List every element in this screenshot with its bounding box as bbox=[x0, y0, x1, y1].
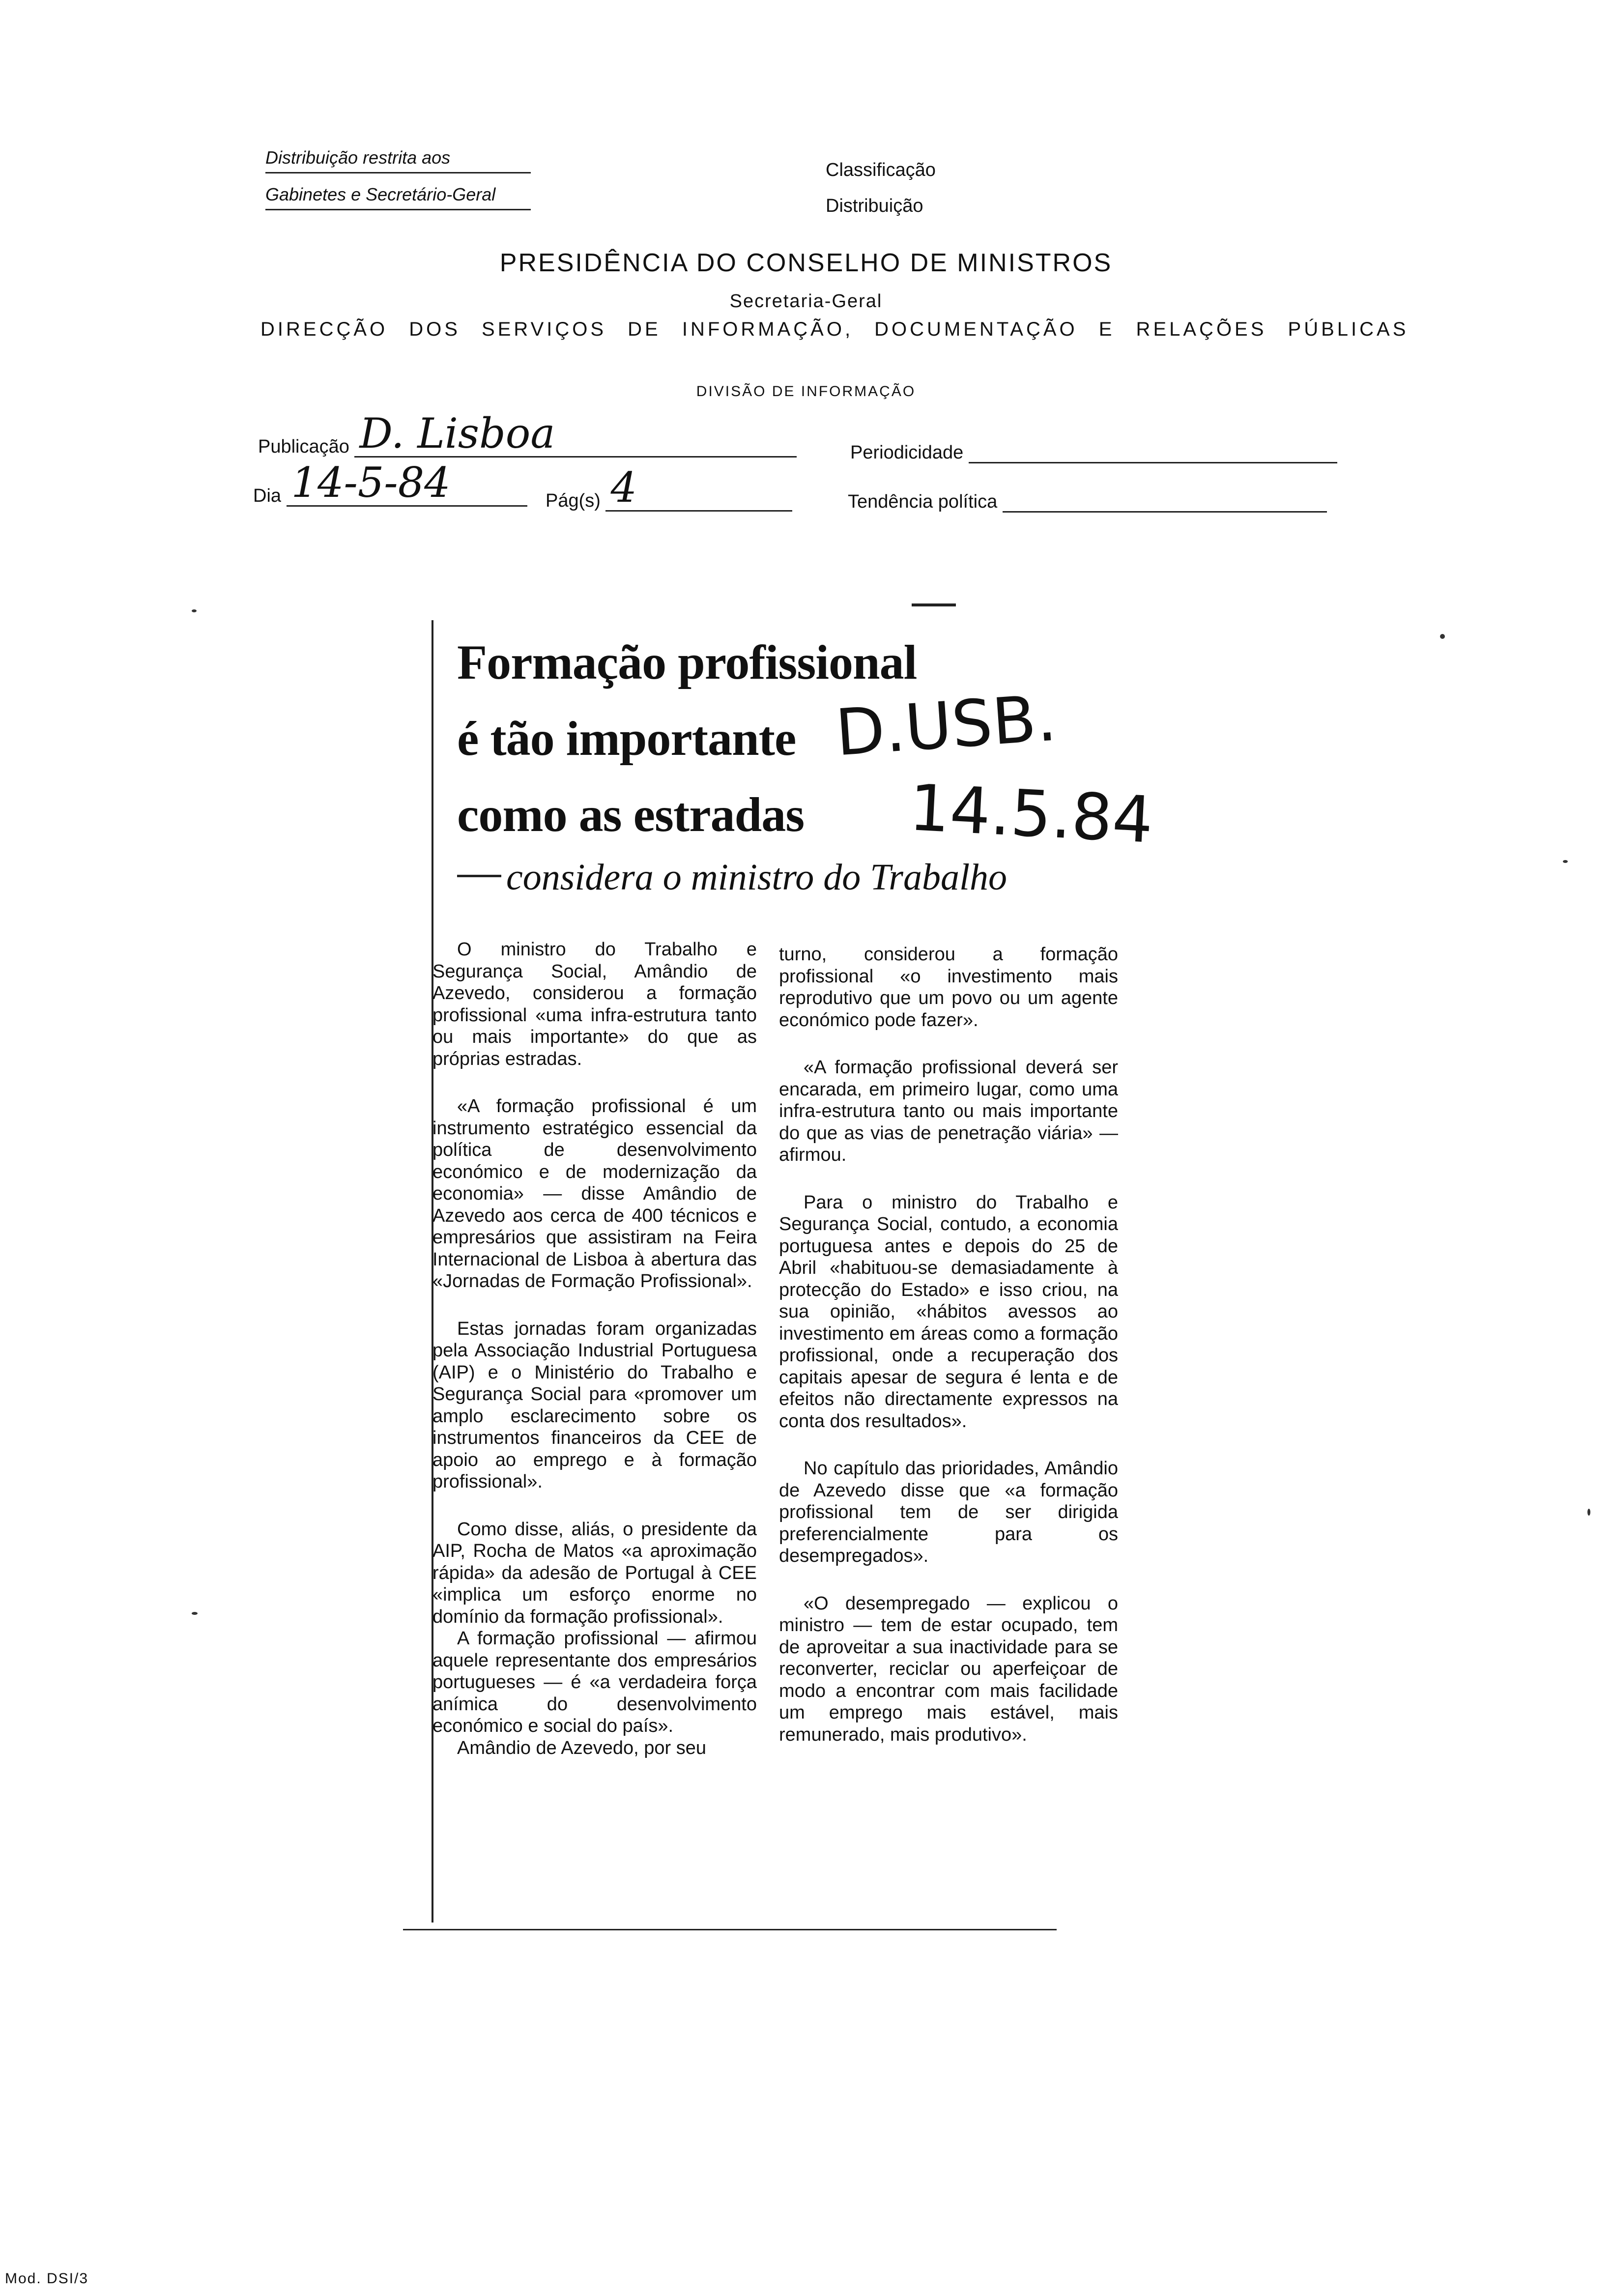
classification-block bbox=[826, 160, 936, 231]
dia-value: 14-5-84 bbox=[287, 462, 527, 507]
distribuicao-label: Distribuição bbox=[826, 196, 923, 216]
handwritten-stamp-source: D.USB. bbox=[833, 680, 1059, 771]
dia-field bbox=[253, 459, 527, 507]
periodicidade-field bbox=[850, 442, 1337, 463]
paragraph: O ministro do Trabalho e Segurança Social, Amândio de Azevedo, considerou a formação profissional «uma infra-estrutura tanto ou mais importante» do que as próprias estradas. bbox=[432, 939, 757, 1069]
paragraph: «O desempregado — explicou o ministro — tem de estar ocupado, tem de aproveitar a sua inactividade para se reconverter, reciclar ou aperfeiçoar de modo a encontrar com mais facilidade um emprego mais estável, mais remunerado, mais produtivo». bbox=[779, 1593, 1118, 1745]
clipping-top-rule bbox=[912, 603, 956, 606]
restriction-line-2: Gabinetes e Secretário-Geral bbox=[265, 184, 531, 210]
publicacao-field bbox=[258, 409, 797, 458]
tendencia-field bbox=[848, 491, 1327, 513]
article-subheadline: considera o ministro do Trabalho bbox=[506, 857, 1008, 898]
clipping-bottom-rule bbox=[403, 1929, 1057, 1930]
scan-speck bbox=[192, 1612, 198, 1615]
pags-field bbox=[546, 463, 792, 512]
publicacao-label: Publicação bbox=[258, 436, 349, 457]
article-column-2 bbox=[779, 944, 1118, 1771]
direccao-title: DIRECÇÃO DOS SERVIÇOS DE INFORMAÇÃO, DOCUMENTAÇÃO E RELAÇÕES PÚBLICAS bbox=[260, 318, 1409, 340]
divisao-title: DIVISÃO DE INFORMAÇÃO bbox=[696, 383, 916, 400]
paragraph: A formação profissional — afirmou aquele representante dos empresários portugueses — é «a verdadeira força anímica do desenvolvimento económico e social do país». bbox=[432, 1628, 757, 1736]
tendencia-label: Tendência política bbox=[848, 491, 998, 512]
tendencia-blank bbox=[1003, 492, 1327, 513]
handwritten-stamp-date: 14.5.84 bbox=[907, 770, 1155, 858]
pags-value: 4 bbox=[605, 467, 792, 512]
restriction-note bbox=[265, 147, 531, 221]
headline-line-2: é tão importante bbox=[457, 711, 796, 766]
scan-speck bbox=[1440, 634, 1445, 639]
form-code: Mod. DSI/3 bbox=[5, 2270, 89, 2287]
paragraph: No capítulo das prioridades, Amândio de Azevedo disse que «a formação profissional tem de ser dirigida preferencialmente para os desempregados». bbox=[779, 1458, 1118, 1566]
paragraph: Amândio de Azevedo, por seu bbox=[457, 1737, 707, 1758]
classificacao-label: Classificação bbox=[826, 160, 936, 180]
pags-label: Pág(s) bbox=[546, 490, 601, 511]
publicacao-value: D. Lisboa bbox=[354, 413, 797, 458]
secretaria-subtitle: Secretaria-Geral bbox=[729, 291, 883, 312]
periodicidade-label: Periodicidade bbox=[850, 442, 964, 463]
paragraph: turno, considerou a formação profissional «o investimento mais reprodutivo que um povo ou um agente económico pode fazer». bbox=[779, 944, 1118, 1031]
dia-label: Dia bbox=[253, 486, 282, 506]
article-column-1 bbox=[432, 939, 757, 1784]
restriction-line-1: Distribuição restrita aos bbox=[265, 147, 531, 173]
scan-speck bbox=[1563, 860, 1568, 863]
paragraph: Estas jornadas foram organizadas pela Associação Industrial Portuguesa (AIP) e o Ministério do Trabalho e Segurança Social para «promover um amplo esclarecimento sobre os instrumentos financeiros da CEE de apoio ao emprego e à formação profissional». bbox=[432, 1318, 757, 1492]
headline-line-1: Formação profissional bbox=[457, 635, 917, 689]
presidency-title: PRESIDÊNCIA DO CONSELHO DE MINISTROS bbox=[499, 249, 1113, 277]
paragraph: Como disse, aliás, o presidente da AIP, Rocha de Matos «a aproximação rápida» da adesão de Portugal à CEE «implica um esforço enorme no domínio da formação profissional». bbox=[432, 1519, 757, 1627]
headline-line-3: como as estradas bbox=[457, 787, 805, 842]
scan-speck bbox=[192, 609, 197, 612]
paragraph: «A formação profissional é um instrumento estratégico essencial da política de desenvolvimento económico e de modernização da economia» — disse Amândio de Azevedo aos cerca de 400 técnicos e empresários que assistiram na Feira Internacional de Lisboa à abertura das «Jornadas de Formação Profissional». bbox=[432, 1096, 757, 1292]
paragraph: «A formação profissional deverá ser encarada, em primeiro lugar, como uma infra-estrutura tanto ou mais importante do que as vias de penetração viária» — afirmou. bbox=[779, 1057, 1118, 1165]
scan-speck bbox=[1587, 1509, 1590, 1516]
subheadline-dash bbox=[457, 875, 501, 877]
periodicidade-blank bbox=[969, 443, 1337, 463]
paragraph: Para o ministro do Trabalho e Segurança Social, contudo, a economia portuguesa antes e depois do 25 de Abril «habituou-se demasiadamente à protecção do Estado» e isso criou, na sua opinião, «hábitos avessos ao investimento em áreas como a formação profissional, onde a recuperação dos capitais apesar de segura é lenta e de efeitos não directamente expressos na conta dos resultados». bbox=[779, 1192, 1118, 1432]
